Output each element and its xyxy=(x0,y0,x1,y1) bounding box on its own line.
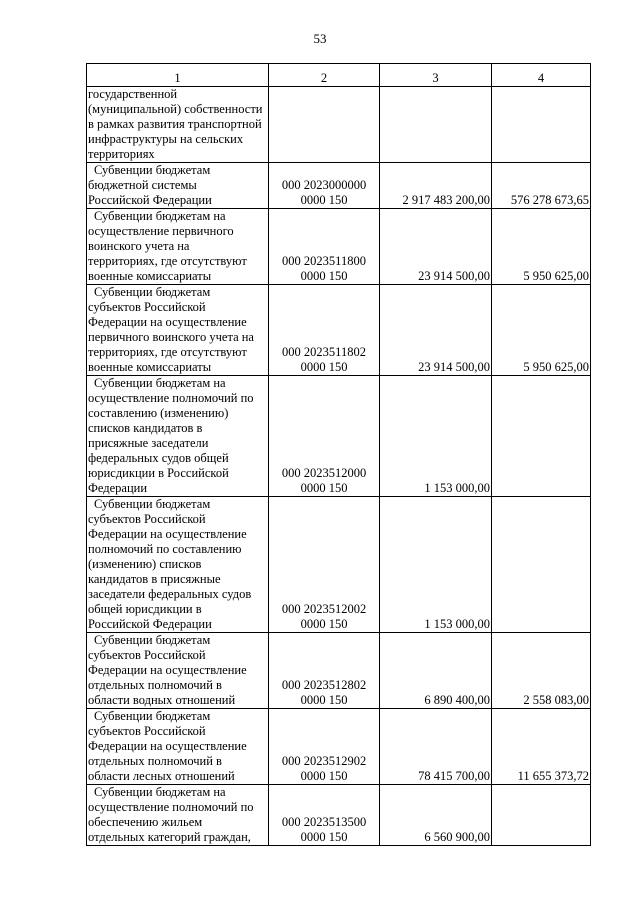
amount-exec-cell: 2 558 083,00 xyxy=(492,633,591,709)
revenue-name-line xyxy=(88,648,267,663)
amount-exec-cell: 576 278 673,65 xyxy=(492,163,591,209)
revenue-name-line xyxy=(88,360,267,375)
revenue-name-text: Федерации xyxy=(88,481,148,495)
budget-code-line: 0000 150 xyxy=(300,269,348,283)
revenue-name-text: общей юрисдикции в xyxy=(88,602,202,616)
revenue-name-line xyxy=(88,557,267,572)
budget-code-line: 0000 150 xyxy=(300,360,348,374)
revenue-name-line xyxy=(88,269,267,284)
revenue-name-text: Федерации на осуществление xyxy=(88,527,247,541)
revenue-name-text: в рамках развития транспортной xyxy=(88,117,262,131)
revenue-name-text: обеспечению жильем xyxy=(88,815,203,829)
revenue-name-text: территориях, где отсутствуют xyxy=(88,254,247,268)
revenue-name-line xyxy=(88,481,267,496)
budget-code-line: 0000 150 xyxy=(300,481,348,495)
revenue-name-line xyxy=(88,147,267,162)
revenue-name-text: Субвенции бюджетам xyxy=(94,285,211,299)
revenue-name-line xyxy=(88,466,267,481)
budget-code-cell xyxy=(269,163,380,209)
revenue-name-line xyxy=(88,693,267,708)
revenue-name-line xyxy=(88,87,267,102)
budget-table xyxy=(86,63,591,846)
budget-code-cell xyxy=(269,709,380,785)
revenue-name-line xyxy=(88,178,267,193)
revenue-name-line xyxy=(88,602,267,617)
revenue-name-text: военные комиссариаты xyxy=(88,269,212,283)
budget-code-line: 0000 150 xyxy=(300,693,348,707)
amount-plan-cell: 1 153 000,00 xyxy=(380,497,492,633)
table-row xyxy=(87,163,591,209)
revenue-name-text: субъектов Российской xyxy=(88,648,206,662)
amount-plan-cell: 23 914 500,00 xyxy=(380,209,492,285)
revenue-name-line xyxy=(88,436,267,451)
table-header-row xyxy=(87,64,591,87)
revenue-name-text: (муниципальной) собственности xyxy=(88,102,263,116)
revenue-name-line xyxy=(88,239,267,254)
revenue-name-line xyxy=(88,421,267,436)
revenue-name-line xyxy=(88,315,267,330)
amount-exec-cell: 11 655 373,72 xyxy=(492,709,591,785)
amount-plan-cell: 6 560 900,00 xyxy=(380,785,492,846)
revenue-name-line xyxy=(88,769,267,784)
revenue-name-text: Субвенции бюджетам на xyxy=(94,376,226,390)
revenue-name-line xyxy=(88,224,267,239)
revenue-name-cell xyxy=(87,87,269,163)
revenue-name-cell xyxy=(87,163,269,209)
table-body xyxy=(87,87,591,846)
budget-code-cell xyxy=(269,285,380,376)
budget-code-line: 000 2023512902 xyxy=(281,754,367,768)
page-number: 53 xyxy=(313,31,327,46)
revenue-name-line xyxy=(88,254,267,269)
revenue-name-text: субъектов Российской xyxy=(88,724,206,738)
revenue-name-text: Субвенции бюджетам xyxy=(94,709,211,723)
revenue-name-line xyxy=(88,285,267,300)
column-header: 4 xyxy=(492,64,591,87)
budget-code-line: 0000 150 xyxy=(300,830,348,844)
revenue-name-text: осуществление полномочий по xyxy=(88,391,254,405)
amount-plan-cell: 23 914 500,00 xyxy=(380,285,492,376)
revenue-name-text: Субвенции бюджетам xyxy=(94,163,211,177)
revenue-name-line xyxy=(88,587,267,602)
revenue-name-line xyxy=(88,678,267,693)
revenue-name-line xyxy=(88,406,267,421)
revenue-name-text: полномочий по составлению xyxy=(88,542,242,556)
revenue-name-cell xyxy=(87,785,269,846)
table-row xyxy=(87,709,591,785)
revenue-name-text: составлению (изменению) xyxy=(88,406,229,420)
revenue-name-text: отдельных категорий граждан, xyxy=(88,830,251,844)
revenue-name-cell xyxy=(87,376,269,497)
revenue-name-line xyxy=(88,724,267,739)
column-header: 1 xyxy=(87,64,269,87)
revenue-name-text: субъектов Российской xyxy=(88,300,206,314)
revenue-name-line xyxy=(88,117,267,132)
revenue-name-cell xyxy=(87,209,269,285)
revenue-name-text: осуществление полномочий по xyxy=(88,800,254,814)
revenue-name-line xyxy=(88,209,267,224)
revenue-name-line xyxy=(88,300,267,315)
revenue-name-line xyxy=(88,754,267,769)
revenue-name-line xyxy=(88,572,267,587)
revenue-name-line xyxy=(88,633,267,648)
amount-exec-cell: 5 950 625,00 xyxy=(492,209,591,285)
budget-code-line: 000 2023512802 xyxy=(281,678,367,692)
amount-plan-cell: 6 890 400,00 xyxy=(380,633,492,709)
revenue-name-line xyxy=(88,617,267,632)
revenue-name-text: заседатели федеральных судов xyxy=(88,587,252,601)
budget-code-line: 000 2023000000 xyxy=(281,178,367,192)
budget-code-line: 0000 150 xyxy=(300,193,348,207)
amount-exec-cell xyxy=(492,785,591,846)
budget-code-line: 0000 150 xyxy=(300,617,348,631)
revenue-name-text: области лесных отношений xyxy=(88,769,235,783)
revenue-name-text: первичного воинского учета на xyxy=(88,330,254,344)
amount-plan-cell xyxy=(380,87,492,163)
revenue-name-line xyxy=(88,709,267,724)
amount-plan-cell: 1 153 000,00 xyxy=(380,376,492,497)
revenue-name-text: Федерации на осуществление xyxy=(88,739,247,753)
revenue-name-line xyxy=(88,193,267,208)
revenue-name-text: области водных отношений xyxy=(88,693,236,707)
revenue-name-text: кандидатов в присяжные xyxy=(88,572,221,586)
budget-code-line: 000 2023511800 xyxy=(282,254,366,268)
column-header: 3 xyxy=(380,64,492,87)
revenue-name-text: осуществление первичного xyxy=(88,224,234,238)
budget-code-line: 000 2023513500 xyxy=(281,815,367,829)
revenue-name-text: воинского учета на xyxy=(88,239,190,253)
table-row xyxy=(87,497,591,633)
revenue-name-line xyxy=(88,663,267,678)
revenue-name-line xyxy=(88,376,267,391)
revenue-name-cell xyxy=(87,285,269,376)
amount-exec-cell xyxy=(492,376,591,497)
budget-code-line: 000 2023512002 xyxy=(281,602,367,616)
revenue-name-cell xyxy=(87,497,269,633)
revenue-name-line xyxy=(88,800,267,815)
revenue-name-line xyxy=(88,739,267,754)
table-row xyxy=(87,209,591,285)
revenue-name-text: (изменению) списков xyxy=(88,557,202,571)
table-row xyxy=(87,87,591,163)
revenue-name-text: списков кандидатов в xyxy=(88,421,203,435)
budget-code-line: 000 2023512000 xyxy=(281,466,367,480)
revenue-name-line xyxy=(88,391,267,406)
budget-code-cell xyxy=(269,376,380,497)
revenue-name-text: присяжные заседатели xyxy=(88,436,209,450)
budget-code-cell xyxy=(269,633,380,709)
table-row xyxy=(87,376,591,497)
revenue-name-line xyxy=(88,512,267,527)
revenue-name-text: государственной xyxy=(88,87,178,101)
budget-code-cell xyxy=(269,497,380,633)
revenue-name-cell xyxy=(87,633,269,709)
revenue-name-text: Субвенции бюджетам xyxy=(94,633,211,647)
revenue-name-text: Российской Федерации xyxy=(88,193,212,207)
revenue-name-line xyxy=(88,815,267,830)
revenue-name-line xyxy=(88,163,267,178)
revenue-name-text: Субвенции бюджетам xyxy=(94,497,211,511)
revenue-name-cell xyxy=(87,709,269,785)
budget-code-line: 0000 150 xyxy=(300,769,348,783)
revenue-name-line xyxy=(88,785,267,800)
table-row xyxy=(87,785,591,846)
revenue-name-line xyxy=(88,345,267,360)
revenue-name-text: юрисдикции в Российской xyxy=(88,466,229,480)
amount-plan-cell: 2 917 483 200,00 xyxy=(380,163,492,209)
revenue-name-text: федеральных судов общей xyxy=(88,451,229,465)
budget-code-cell xyxy=(269,785,380,846)
budget-code-line: 000 2023511802 xyxy=(282,345,366,359)
revenue-name-line xyxy=(88,527,267,542)
column-header: 2 xyxy=(269,64,380,87)
revenue-name-line xyxy=(88,330,267,345)
revenue-name-text: Федерации на осуществление xyxy=(88,315,247,329)
budget-code-cell xyxy=(269,209,380,285)
revenue-name-text: бюджетной системы xyxy=(88,178,197,192)
revenue-name-line xyxy=(88,497,267,512)
revenue-name-line xyxy=(88,451,267,466)
revenue-name-line xyxy=(88,132,267,147)
amount-exec-cell xyxy=(492,87,591,163)
budget-code-cell xyxy=(269,87,380,163)
revenue-name-text: Российской Федерации xyxy=(88,617,212,631)
revenue-name-text: Субвенции бюджетам на xyxy=(94,209,226,223)
revenue-name-line xyxy=(88,830,267,845)
table-row xyxy=(87,285,591,376)
revenue-name-text: субъектов Российской xyxy=(88,512,206,526)
table-row xyxy=(87,633,591,709)
amount-exec-cell: 5 950 625,00 xyxy=(492,285,591,376)
revenue-name-line xyxy=(88,542,267,557)
revenue-name-text: военные комиссариаты xyxy=(88,360,212,374)
revenue-name-text: отдельных полномочий в xyxy=(88,678,222,692)
revenue-name-text: территориях, где отсутствуют xyxy=(88,345,247,359)
amount-plan-cell: 78 415 700,00 xyxy=(380,709,492,785)
revenue-name-text: территориях xyxy=(88,147,155,161)
revenue-name-line xyxy=(88,102,267,117)
revenue-name-text: инфраструктуры на сельских xyxy=(88,132,244,146)
amount-exec-cell xyxy=(492,497,591,633)
revenue-name-text: Федерации на осуществление xyxy=(88,663,247,677)
revenue-name-text: отдельных полномочий в xyxy=(88,754,222,768)
revenue-name-text: Субвенции бюджетам на xyxy=(94,785,226,799)
